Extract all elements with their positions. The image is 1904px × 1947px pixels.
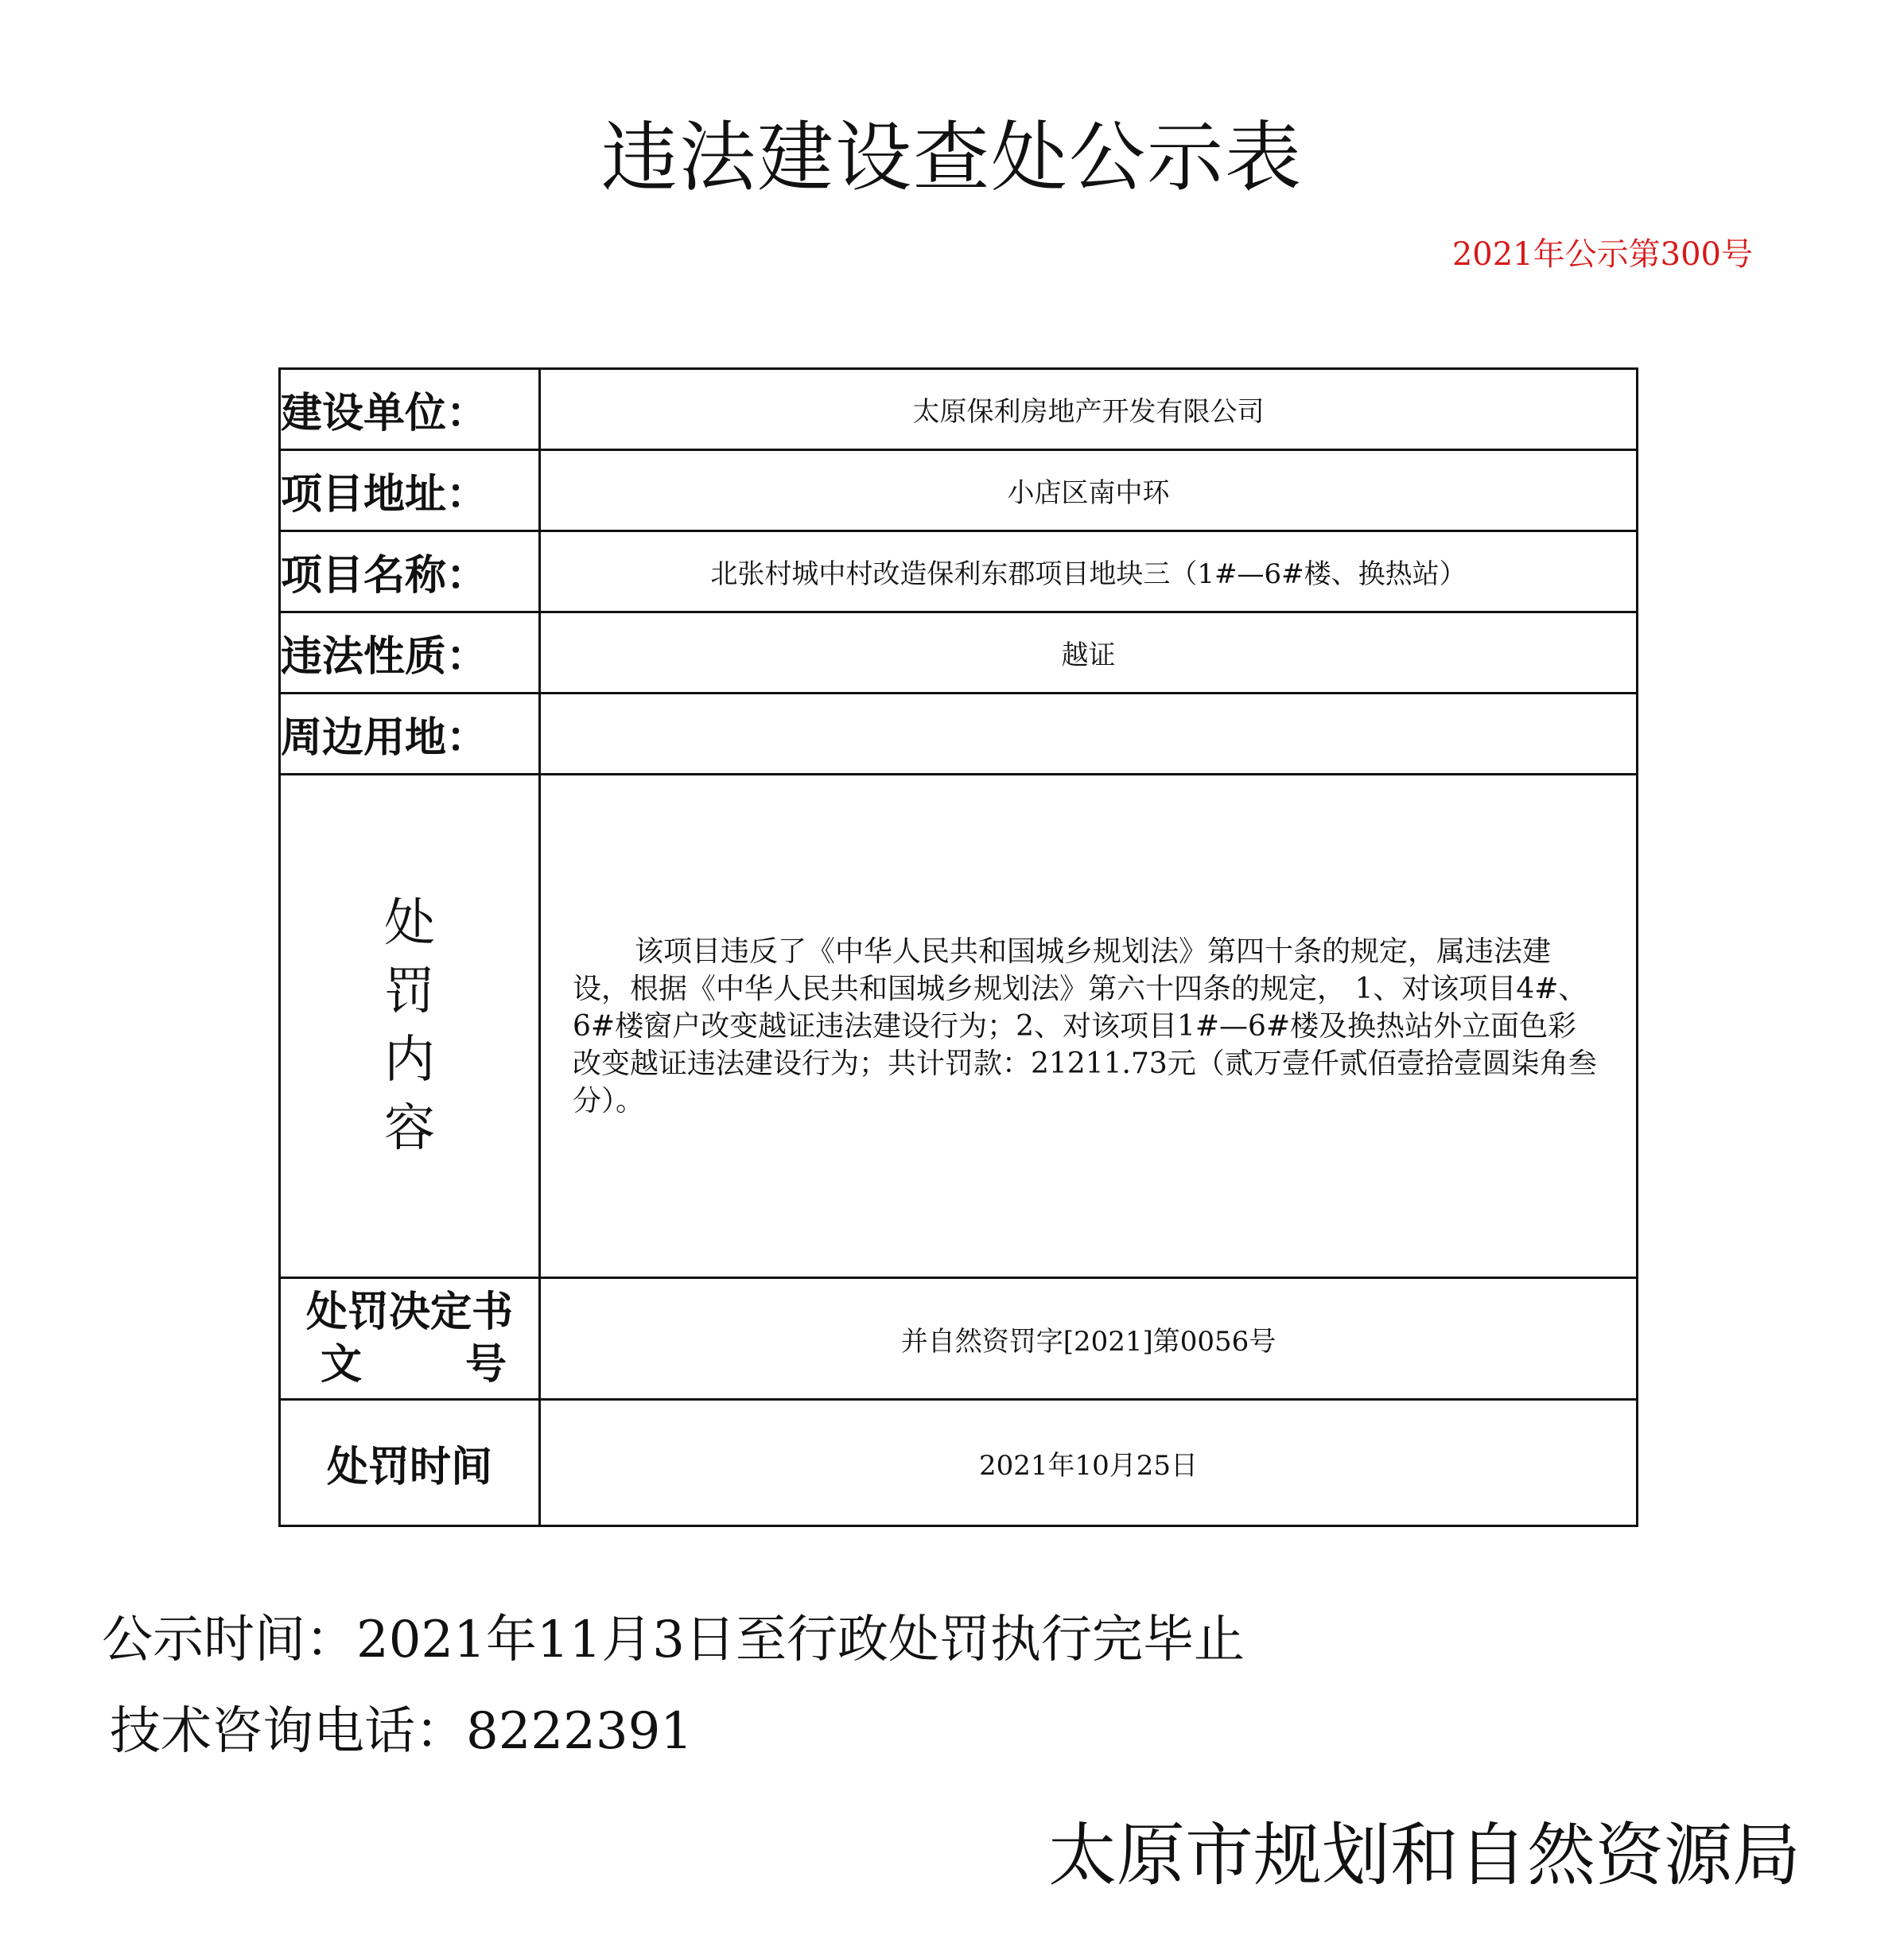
row-surrounding-land xyxy=(280,694,1638,775)
decision-doc-label-line1: 处罚决定书 xyxy=(305,1288,513,1336)
row-penalty-content xyxy=(280,775,1638,1278)
value-project-address: 小店区南中环 xyxy=(540,450,1638,531)
row-project-name xyxy=(280,531,1638,612)
row-penalty-time xyxy=(280,1400,1638,1526)
penalty-label-char: 容 xyxy=(384,1099,435,1158)
penalty-label-char: 处 xyxy=(384,894,435,953)
value-violation-type: 越证 xyxy=(540,612,1638,694)
penalty-label-char: 内 xyxy=(384,1031,435,1090)
issuing-authority: 太原市规划和自然资源局 xyxy=(1048,1816,1801,1895)
row-construction-unit xyxy=(280,369,1638,450)
notice-table xyxy=(278,367,1638,1527)
penalty-content-text: 该项目违反了《中华人民共和国城乡规划法》第四十条的规定，属违法建设，根据《中华人民共和国城乡规划法》第六十四条的规定， 1、对该项目4#、6#楼窗户改变越证违法建设行为；2、对该项目1#—6#楼及换热站外立面色彩改变越证违法建设行为；共计罚款：21211.73元（贰万壹仟贰佰壹拾壹圆柒角叁分）。 xyxy=(573,935,1597,1117)
penalty-label-char: 罚 xyxy=(384,962,435,1021)
label-penalty-time: 处罚时间 xyxy=(280,1400,540,1526)
value-project-name: 北张村城中村改造保利东郡项目地块三（1#—6#楼、换热站） xyxy=(540,531,1638,612)
row-project-address xyxy=(280,450,1638,531)
notice-number: 2021年公示第300号 xyxy=(1451,236,1753,273)
label-construction-unit: 建设单位： xyxy=(280,369,540,450)
row-violation-type xyxy=(280,612,1638,694)
decision-doc-label-right: 号 xyxy=(464,1341,507,1389)
tech-phone: 技术咨询电话：8222391 xyxy=(110,1702,694,1761)
publish-time: 公示时间：2021年11月3日至行政处罚执行完毕止 xyxy=(102,1611,1245,1669)
label-project-address: 项目地址： xyxy=(280,450,540,531)
value-surrounding-land xyxy=(540,694,1638,775)
row-decision-doc-no xyxy=(280,1278,1638,1400)
value-decision-doc-no: 并自然资罚字[2021]第0056号 xyxy=(540,1278,1638,1400)
label-surrounding-land: 周边用地： xyxy=(280,694,540,775)
value-construction-unit: 太原保利房地产开发有限公司 xyxy=(540,369,1638,450)
decision-doc-label-left: 文 xyxy=(321,1341,363,1389)
penalty-content-vertical-label xyxy=(281,889,538,1163)
label-project-name: 项目名称： xyxy=(280,531,540,612)
value-penalty-content-cell xyxy=(540,775,1638,1278)
label-violation-type: 违法性质： xyxy=(280,612,540,694)
value-penalty-time: 2021年10月25日 xyxy=(540,1400,1638,1526)
page-title: 违法建设查处公示表 xyxy=(601,113,1303,202)
label-penalty-content xyxy=(280,775,540,1278)
decision-doc-label-line2 xyxy=(281,1339,538,1391)
label-decision-doc-no xyxy=(280,1278,540,1400)
